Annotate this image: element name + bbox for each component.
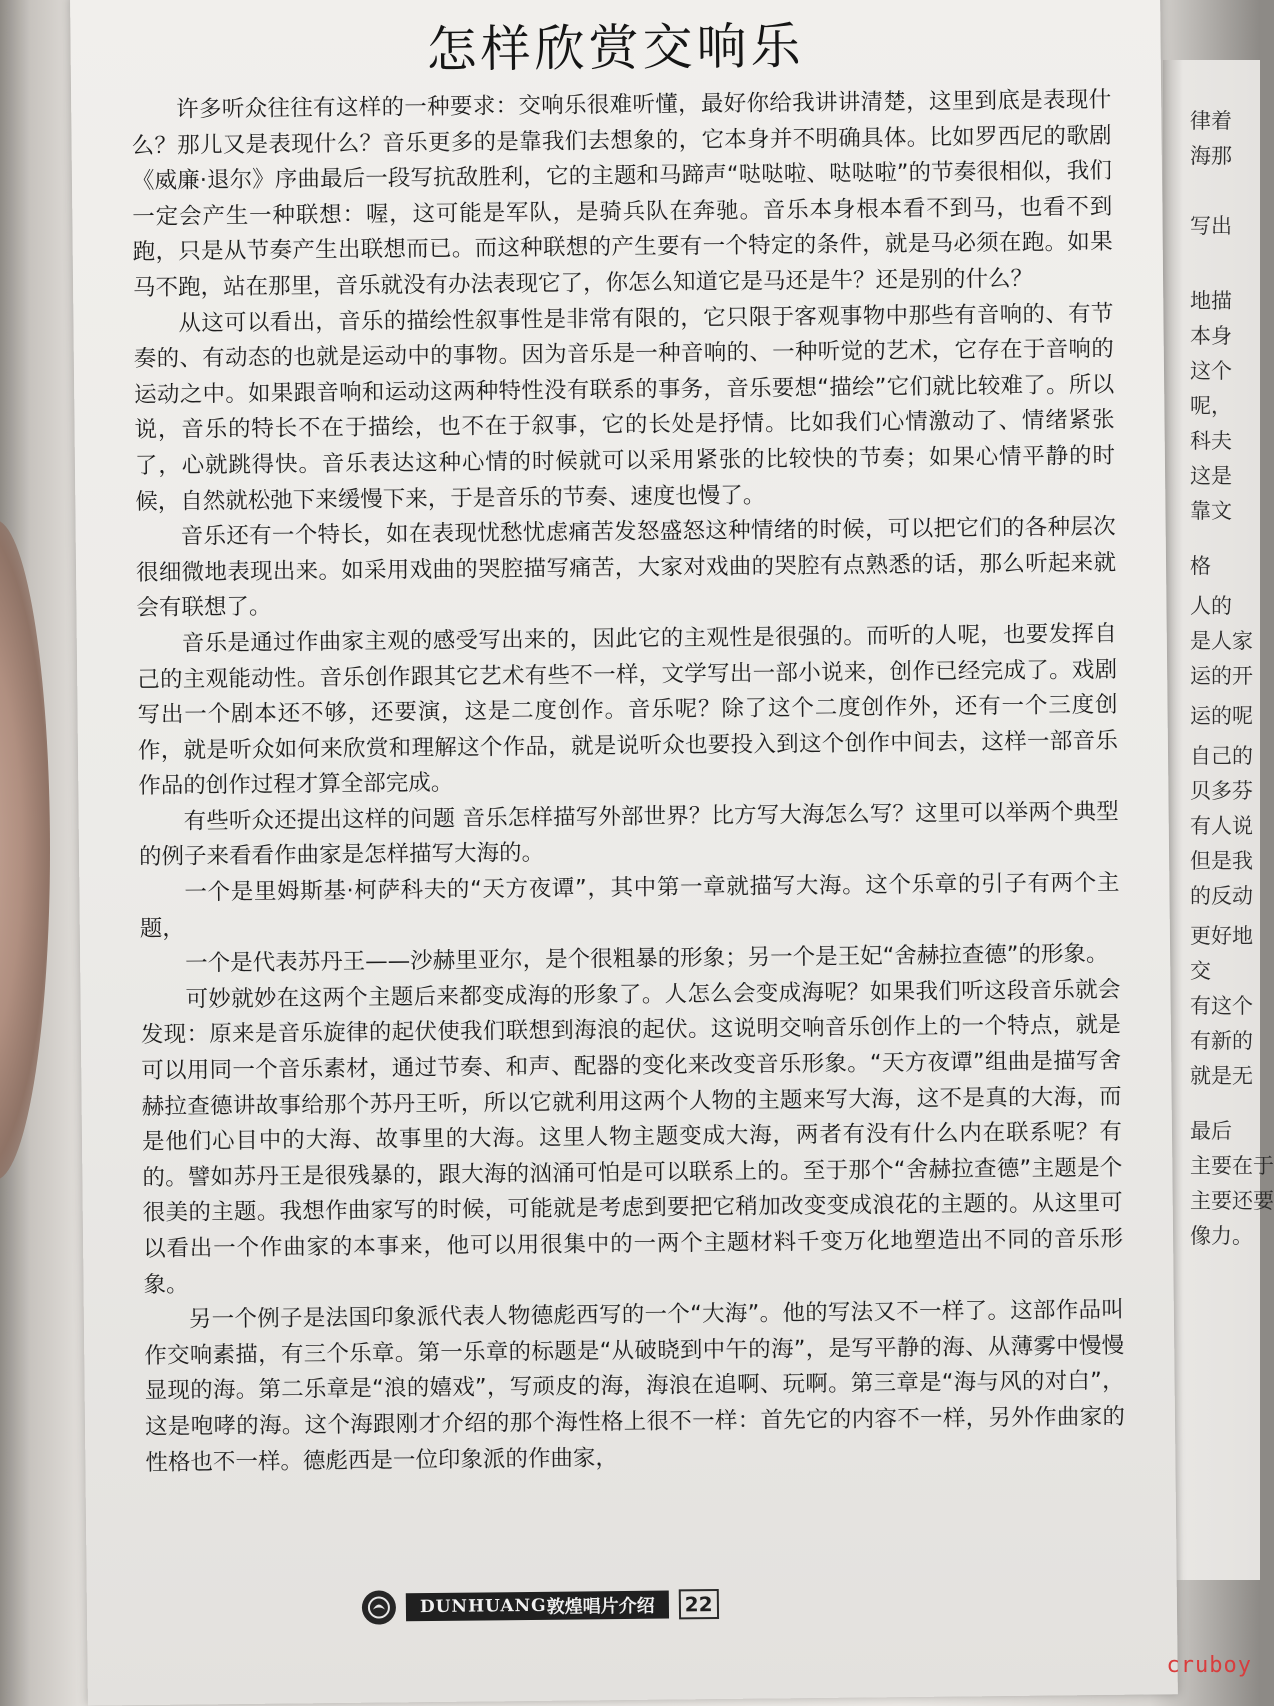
facing-page-fragment: 运的呢 bbox=[1190, 704, 1253, 728]
facing-page-fragment: 但是我 bbox=[1190, 849, 1253, 873]
facing-page-fragment: 像力。 bbox=[1190, 1224, 1253, 1248]
facing-page-fragment: 的反动 bbox=[1190, 884, 1253, 908]
paragraph: 一个是里姆斯基·柯萨科夫的“天方夜谭”，其中第一章就描写大海。这个乐章的引子有两个主题， bbox=[139, 869, 1120, 942]
facing-page-fragment: 靠文 bbox=[1190, 499, 1232, 523]
facing-page-fragment: 主要还要 bbox=[1190, 1189, 1274, 1213]
paragraph: 音乐还有一个特长，如在表现忧愁忧虑痛苦发怒盛怒这种情绪的时候，可以把它们的各种层次很细微地表现出来。如采用戏曲的哭腔描写痛苦，大家对戏曲的哭腔有点熟悉的话，那么听起来就会有联想了。 bbox=[135, 513, 1117, 622]
paragraph: 从这可以看出，音乐的描绘性叙事性是非常有限的，它只限于客观事物中那些有音响的、有节奏的、有动态的也就是运动中的事物。因为音乐是一种音响的、一种听觉的艺术，它存在于音响的运动之中。如果跟音响和运动这两种特性没有联系的事务，音乐要想“描绘”它们就比较难了。所以说，音乐的特长不在于描绘，也不在于叙事，它的长处是抒情。比如我们心情激动了、情绪紧张了，心就跳得快。音乐表达这种心情的时候就可以采用紧张的比较快的节奏；如果心情平静的时候，自然就松弛下来缓慢下来，于是音乐的节奏、速度也慢了。 bbox=[133, 300, 1116, 515]
facing-page-fragment: 贝多芬 bbox=[1190, 779, 1253, 803]
article-body bbox=[131, 83, 1125, 1481]
facing-page-fragment: 有这个 bbox=[1190, 994, 1253, 1018]
paragraph: 有些听众还提出这样的问题 音乐怎样描写外部世界？比方写大海怎么写？这里可以举两个典型的例子来看看作曲家是怎样描写大海的。 bbox=[138, 798, 1119, 871]
brand-chinese: 敦煌唱片介绍 bbox=[546, 1595, 655, 1618]
facing-page-fragment: 人的 bbox=[1190, 594, 1232, 618]
facing-page-fragment: 呢， bbox=[1190, 394, 1232, 418]
facing-page-fragment: 更好地 bbox=[1190, 924, 1253, 948]
facing-page-fragment: 有新的 bbox=[1190, 1029, 1253, 1053]
dunhuang-logo-icon bbox=[362, 1590, 396, 1624]
facing-page-fragment: 科夫 bbox=[1190, 429, 1232, 453]
paragraph: 另一个例子是法国印象派代表人物德彪西写的一个“大海”。他的写法又不一样了。这部作品叫作交响素描，有三个乐章。第一乐章的标题是“从破晓到中午的海”，是写平静的海、从薄雾中慢慢显现的海。第二乐章是“浪的嬉戏”，写顽皮的海，海浪在追啊、玩啊。第三章是“海与风的对白”，这是咆哮的海。这个海跟刚才介绍的那个海性格上很不一样：首先它的内容不一样，另外作曲家的性格也不一样。德彪西是一位印象派的作曲家， bbox=[144, 1296, 1126, 1476]
brand-latin: DUNHUANG bbox=[419, 1595, 547, 1618]
facing-page-fragment: 自己的 bbox=[1190, 744, 1253, 768]
paragraph: 可妙就妙在这两个主题后来都变成海的形象了。人怎么会变成海呢？如果我们听这段音乐就会发现：原来是音乐旋律的起伏使我们联想到海浪的起伏。这说明交响音乐创作上的一个特点，就是可以用同一个音乐素材，通过节奏、和声、配器的变化来改变音乐形象。“天方夜谭”组曲是描写舍赫拉查德讲故事给那个苏丹王听，所以它就利用这两个人物的主题来写大海，这不是真的大海，而是他们心目中的大海、故事里的大海。这里人物主题变成大海，两者有没有什么内在联系呢？有的。譬如苏丹王是很残暴的，跟大海的汹涌可怕是可以联系上的。至于那个“舍赫拉查德”主题是个很美的主题。我想作曲家写的时候，可能就是考虑到要把它稍加改变变成浪花的主题的。从这里可以看出一个作曲家的本事来，他可以用很集中的一两个主题材料千变万化地塑造出不同的音乐形象。 bbox=[140, 976, 1124, 1298]
facing-page-fragment: 是人家 bbox=[1190, 629, 1253, 653]
facing-page-fragment: 地描 bbox=[1190, 289, 1232, 313]
facing-page-fragment: 这个 bbox=[1190, 359, 1232, 383]
facing-page-fragment: 有人说 bbox=[1190, 814, 1253, 838]
paragraph: 许多听众往往有这样的一种要求：交响乐很难听懂，最好你给我讲讲清楚，这里到底是表现什么？那儿又是表现什么？音乐更多的是靠我们去想象的，它本身并不明确具体。比如罗西尼的歌剧《威廉·退尔》序曲最后一段写抗敌胜利，它的主题和马蹄声“哒哒啦、哒哒啦”的节奏很相似，我们一定会产生一种联想：喔，这可能是军队，是骑兵队在奔驰。音乐本身根本看不到马，也看不到跑，只是从节奏产生出联想而已。而这种联想的产生要有一个特定的条件，就是马必须在跑。如果马不跑，站在那里，音乐就没有办法表现它了，你怎么知道它是马还是牛？还是别的什么？ bbox=[131, 86, 1113, 302]
facing-page bbox=[1163, 60, 1274, 1580]
facing-page-fragment: 就是无 bbox=[1190, 1064, 1253, 1088]
facing-page-fragment: 最后 bbox=[1190, 1119, 1232, 1143]
watermark: cruboy bbox=[1166, 1653, 1252, 1678]
brand-banner bbox=[406, 1591, 669, 1622]
facing-page-fragment: 运的开 bbox=[1190, 664, 1253, 688]
article-title: 怎样欣赏交响乐 bbox=[426, 17, 805, 79]
facing-page-fragment: 交 bbox=[1190, 959, 1211, 983]
thumb-shadow bbox=[0, 520, 50, 1180]
paragraph: 一个是代表苏丹王——沙赫里亚尔，是个很粗暴的形象；另一个是王妃“舍赫拉查德”的形象。 bbox=[185, 941, 1109, 977]
facing-page-fragment: 格 bbox=[1190, 554, 1211, 578]
page-number: 22 bbox=[678, 1589, 718, 1619]
facing-page-fragment: 律着 bbox=[1190, 109, 1232, 133]
facing-page-fragment: 主要在于 bbox=[1190, 1154, 1274, 1178]
facing-page-fragment: 本身 bbox=[1190, 324, 1232, 348]
facing-page-fragment: 这是 bbox=[1190, 464, 1232, 488]
paragraph: 音乐是通过作曲家主观的感受写出来的，因此它的主观性是很强的。而听的人呢，也要发挥自己的主观能动性。音乐创作跟其它艺术有些不一样，文学写出一部小说来，创作已经完成了。戏剧写出一个剧本还不够，还要演，这是二度创作。音乐呢？除了这个二度创作外，还有一个三度创作，就是听众如何来欣赏和理解这个作品，就是说听众也要投入到这个创作中间去，这样一部音乐作品的创作过程才算全部完成。 bbox=[137, 620, 1119, 800]
book-page bbox=[70, 0, 1178, 1706]
facing-page-fragment: 写出 bbox=[1190, 214, 1232, 238]
page-footer bbox=[362, 1587, 719, 1625]
facing-page-fragment: 海那 bbox=[1190, 144, 1232, 168]
